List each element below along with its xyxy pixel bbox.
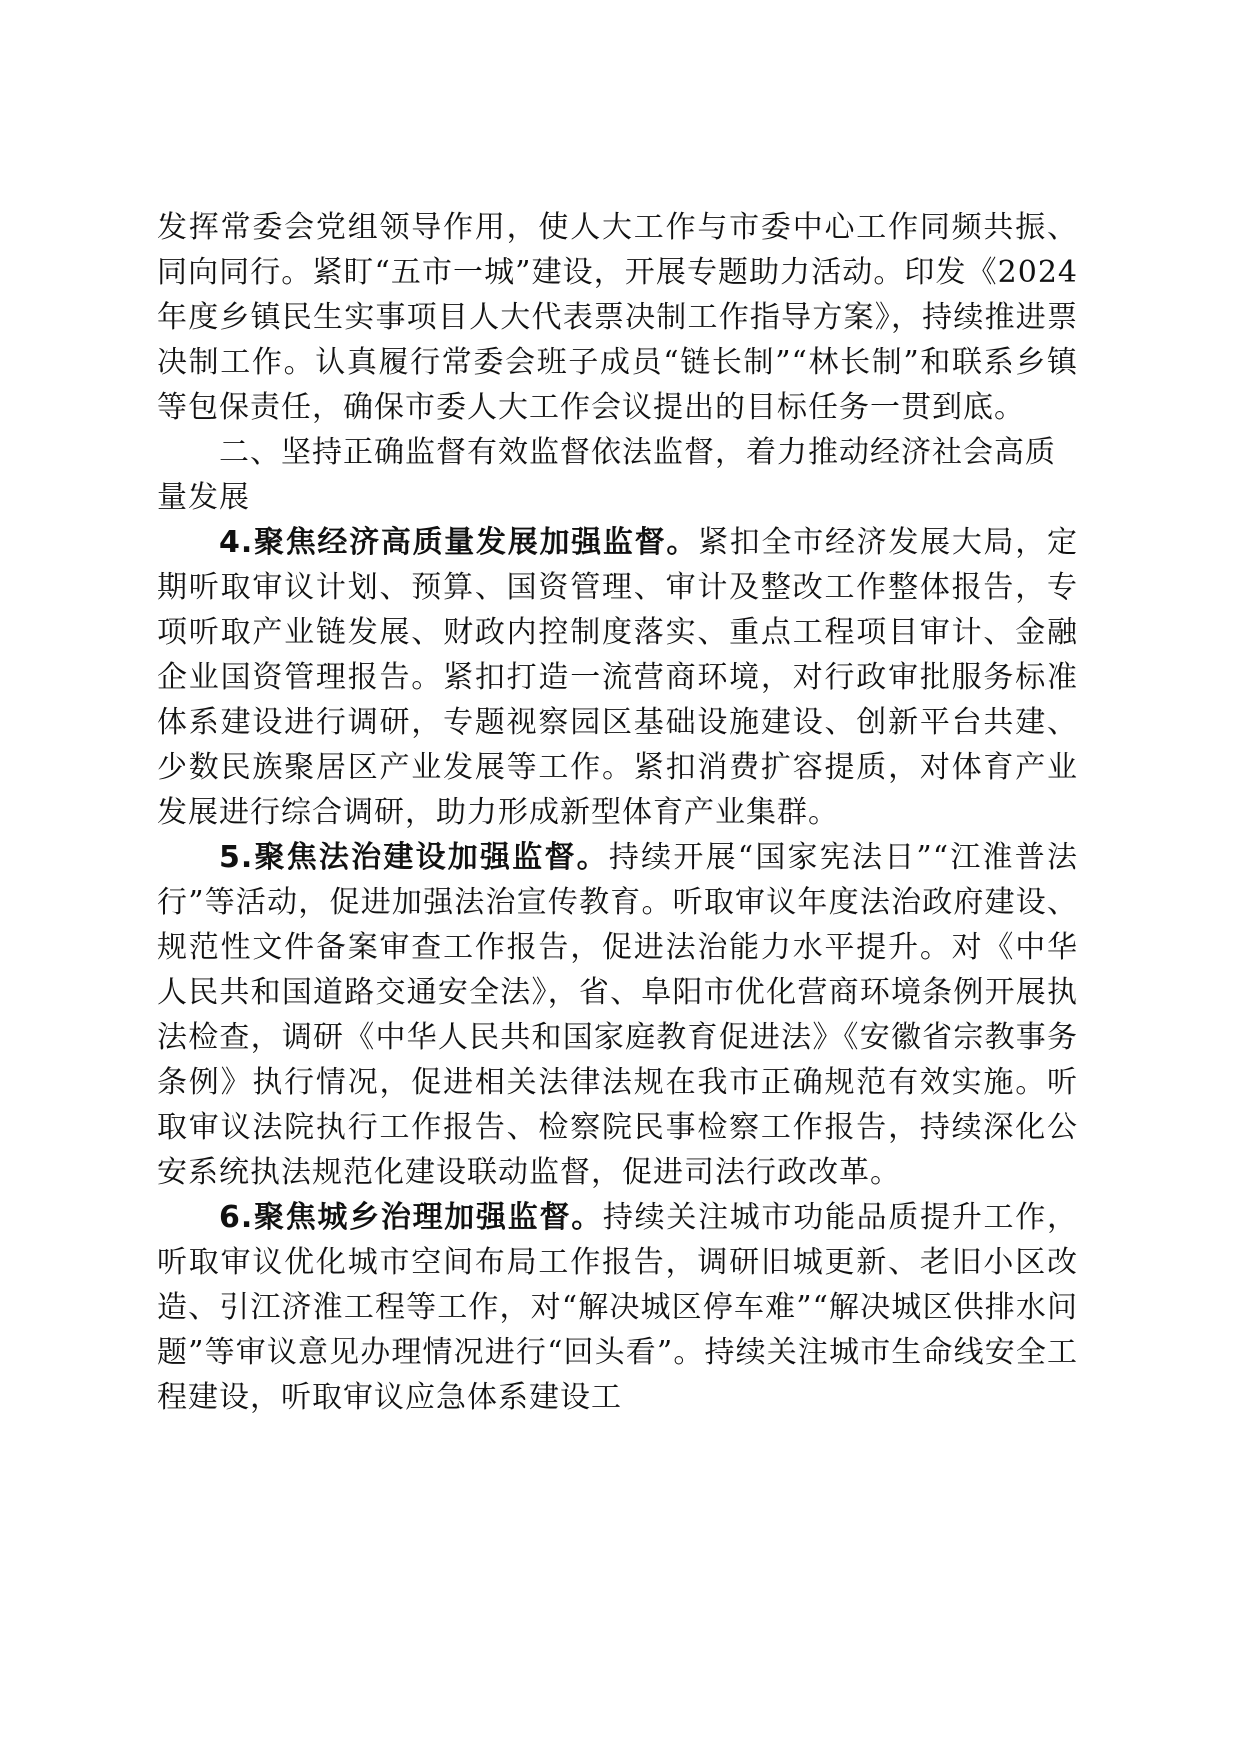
item-body-4: 紧扣全市经济发展大局，定期听取审议计划、预算、国资管理、审计及整改工作整体报告，专项听取产业链发展、财政内控制度落实、重点工程项目审计、金融企业国资管理报告。紧扣打造一流营商环境，对行政审批服务标准体系建设进行调研，专题视察园区基础设施建设、创新平台共建、少数民族聚居区产业发展等工作。紧扣消费扩容提质，对体育产业发展进行综合调研，助力形成新型体育产业集群。 [157,525,1078,830]
continued-paragraph: 发挥常委会党组领导作用，使人大工作与市委中心工作同频共振、同向同行。紧盯“五市一城”建设，开展专题助力活动。印发《2024年度乡镇民生实事项目人大代表票决制工作指导方案》，持续推进票决制工作。认真履行常委会班子成员“链长制”“林长制”和联系乡镇等包保责任，确保市委人大工作会议提出的目标任务一贯到底。 [157,210,1078,425]
section-heading: 二、坚持正确监督有效监督依法监督，着力推动经济社会高质量发展 [157,435,1056,515]
item-lead-4: 4.聚焦经济高质量发展加强监督。 [219,525,699,560]
document-page [157,205,1078,1420]
item-paragraph-6 [157,1195,1078,1420]
item-lead-6: 6.聚焦城乡治理加强监督。 [219,1200,603,1235]
item-lead-5: 5.聚焦法治建设加强监督。 [219,840,609,875]
item-body-6: 持续关注城市功能品质提升工作，听取审议优化城市空间布局工作报告，调研旧城更新、老旧小区改造、引江济淮工程等工作，对“解决城区停车难”“解决城区供排水问题”等审议意见办理情况进行“回头看”。持续关注城市生命线安全工程建设，听取审议应急体系建设工 [157,1200,1079,1415]
item-paragraph-4 [157,520,1078,835]
item-body-5: 持续开展“国家宪法日”“江淮普法行”等活动，促进加强法治宣传教育。听取审议年度法治政府建设、规范性文件备案审查工作报告，促进法治能力水平提升。对《中华人民共和国道路交通安全法》，省、阜阳市优化营商环境条例开展执法检查，调研《中华人民共和国家庭教育促进法》《安徽省宗教事务条例》执行情况，促进相关法律法规在我市正确规范有效实施。听取审议法院执行工作报告、检察院民事检察工作报告，持续深化公安系统执法规范化建设联动监督，促进司法行政改革。 [157,840,1078,1190]
item-paragraph-5 [157,835,1078,1195]
